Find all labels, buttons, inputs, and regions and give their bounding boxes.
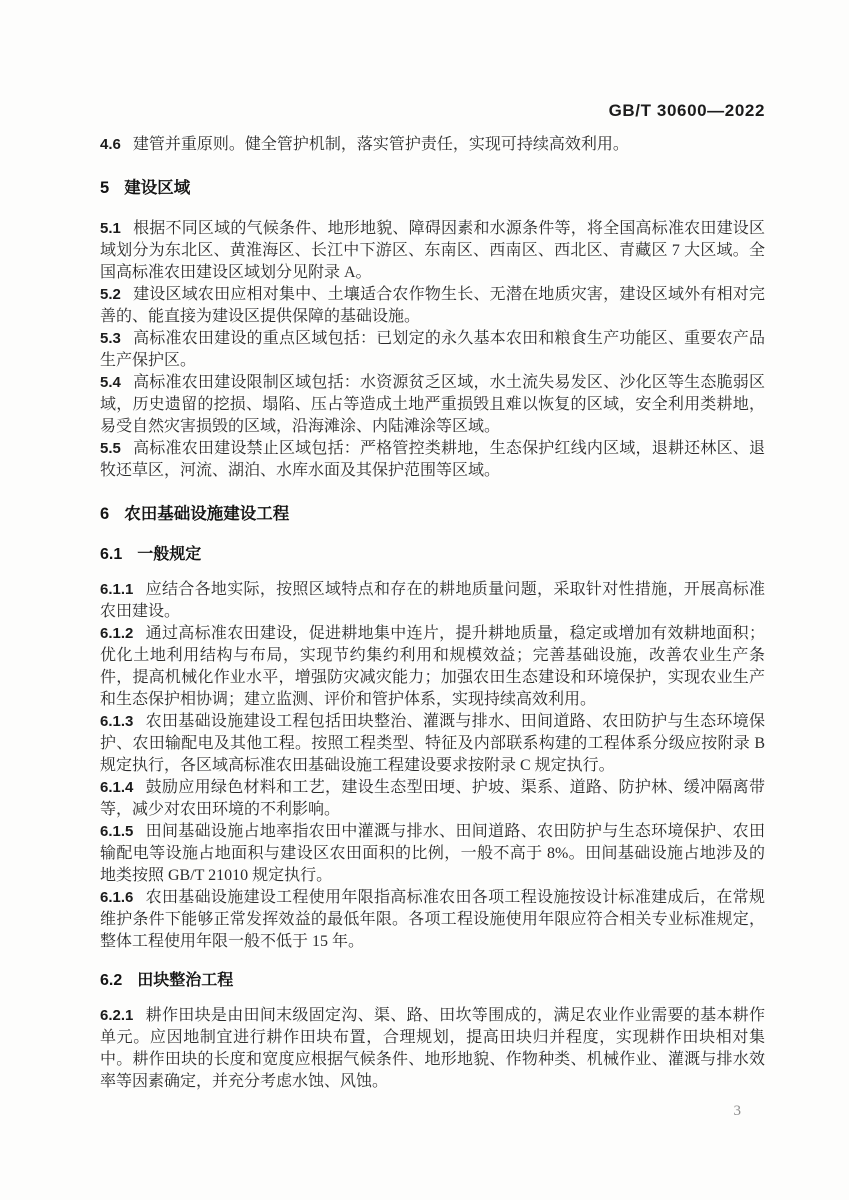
clause-paragraph (100, 623, 765, 711)
clause-paragraph (100, 777, 765, 821)
clause-number: 6.2.1 (100, 1007, 134, 1024)
clause-text: 高标准农田建设的重点区域包括：已划定的永久基本农田和粮食生产功能区、重要农产品生产保护区。 (100, 330, 765, 369)
clause-text: 高标准农田建设禁止区域包括：严格管控类耕地，生态保护红线内区域，退耕还林区、退牧还草区，河流、湖泊、水库水面及其保护范围等区域。 (100, 440, 765, 479)
document-body (100, 134, 765, 1093)
heading-section (100, 970, 765, 992)
clause-number: 5 (100, 179, 110, 197)
clause-paragraph (100, 579, 765, 623)
clause-number: 6.1 (100, 546, 123, 563)
clause-number: 6.2 (100, 972, 123, 989)
standard-number-header: GB/T 30600—2022 (608, 101, 765, 120)
clause-paragraph (100, 218, 765, 284)
clause-number: 6.1.1 (100, 581, 134, 598)
heading-chapter (100, 503, 765, 525)
clause-number: 6 (100, 505, 110, 523)
clause-text: 通过高标准农田建设，促进耕地集中连片，提升耕地质量，稳定或增加有效耕地面积；优化土地利用结构与布局，实现节约集约利用和规模效益；完善基础设施，改善农业生产条件，提高机械化作业水平，增强防灾减灾能力；加强农田生态建设和环境保护，实现农业生产和生态保护相协调；建立监测、评价和管护体系，实现持续高效利用。 (100, 625, 765, 708)
clause-paragraph (100, 328, 765, 372)
clause-text: 田块整治工程 (137, 972, 234, 989)
clause-number: 4.6 (100, 136, 121, 153)
clause-paragraph (100, 821, 765, 887)
clause-number: 5.5 (100, 440, 121, 457)
clause-text: 建设区域 (124, 179, 191, 197)
clause-text: 农田基础设施建设工程使用年限指高标准农田各项工程设施按设计标准建成后，在常规维护条件下能够正常发挥效益的最低年限。各项工程设施使用年限应符合相关专业标准规定，整体工程使用年限一般不低于 15 年。 (100, 889, 765, 950)
clause-text: 应结合各地实际，按照区域特点和存在的耕地质量问题，采取针对性措施，开展高标准农田建设。 (100, 581, 765, 620)
clause-paragraph (100, 711, 765, 777)
clause-paragraph (100, 1005, 765, 1093)
clause-number: 6.1.5 (100, 823, 134, 840)
heading-section (100, 544, 765, 566)
clause-text: 耕作田块是由田间末级固定沟、渠、路、田坎等围成的，满足农业作业需要的基本耕作单元。应因地制宜进行耕作田块布置，合理规划，提高田块归并程度，实现耕作田块相对集中。耕作田块的长度和宽度应根据气候条件、地形地貌、作物种类、机械作业、灌溉与排水效率等因素确定，并充分考虑水蚀、风蚀。 (100, 1007, 765, 1090)
clause-number: 6.1.2 (100, 625, 134, 642)
heading-chapter (100, 177, 765, 199)
clause-number: 5.2 (100, 286, 121, 303)
clause-number: 5.1 (100, 220, 121, 237)
clause-text: 建管并重原则。健全管护机制，落实管护责任，实现可持续高效利用。 (132, 136, 629, 153)
clause-text: 根据不同区域的气候条件、地形地貌、障碍因素和水源条件等，将全国高标准农田建设区域划分为东北区、黄淮海区、长江中下游区、东南区、西南区、西北区、青藏区 7 大区域。全国高标准农田建设区域划分见附录 A。 (100, 220, 765, 281)
clause-paragraph (100, 438, 765, 482)
clause-text: 建设区域农田应相对集中、土壤适合农作物生长、无潜在地质灾害，建设区域外有相对完善的、能直接为建设区提供保障的基础设施。 (100, 286, 765, 325)
clause-number: 6.1.3 (100, 713, 134, 730)
clause-number: 5.3 (100, 330, 121, 347)
clause-paragraph (100, 134, 765, 156)
clause-text: 一般规定 (137, 546, 202, 563)
clause-number: 5.4 (100, 374, 121, 391)
clause-text: 高标准农田建设限制区域包括：水资源贫乏区域，水土流失易发区、沙化区等生态脆弱区域，历史遗留的挖损、塌陷、压占等造成土地严重损毁且难以恢复的区域，安全利用类耕地，易受自然灾害损毁的区域，沿海滩涂、内陆滩涂等区域。 (100, 374, 765, 435)
clause-paragraph (100, 372, 765, 438)
clause-text: 农田基础设施建设工程 (124, 505, 290, 523)
page-number: 3 (733, 1103, 741, 1119)
clause-number: 6.1.6 (100, 889, 134, 906)
clause-paragraph (100, 284, 765, 328)
clause-number: 6.1.4 (100, 779, 134, 796)
clause-text: 农田基础设施建设工程包括田块整治、灌溉与排水、田间道路、农田防护与生态环境保护、农田输配电及其他工程。按照工程类型、特征及内部联系构建的工程体系分级应按附录 B 规定执行，各区域高标准农田基础设施工程建设要求按附录 C 规定执行。 (100, 713, 765, 774)
clause-text: 田间基础设施占地率指农田中灌溉与排水、田间道路、农田防护与生态环境保护、农田输配电等设施占地面积与建设区农田面积的比例，一般不高于 8%。田间基础设施占地涉及的地类按照 GB/T 21010 规定执行。 (100, 823, 765, 884)
clause-text: 鼓励应用绿色材料和工艺，建设生态型田埂、护坡、渠系、道路、防护林、缓冲隔离带等，减少对农田环境的不利影响。 (100, 779, 765, 818)
clause-paragraph (100, 887, 765, 953)
